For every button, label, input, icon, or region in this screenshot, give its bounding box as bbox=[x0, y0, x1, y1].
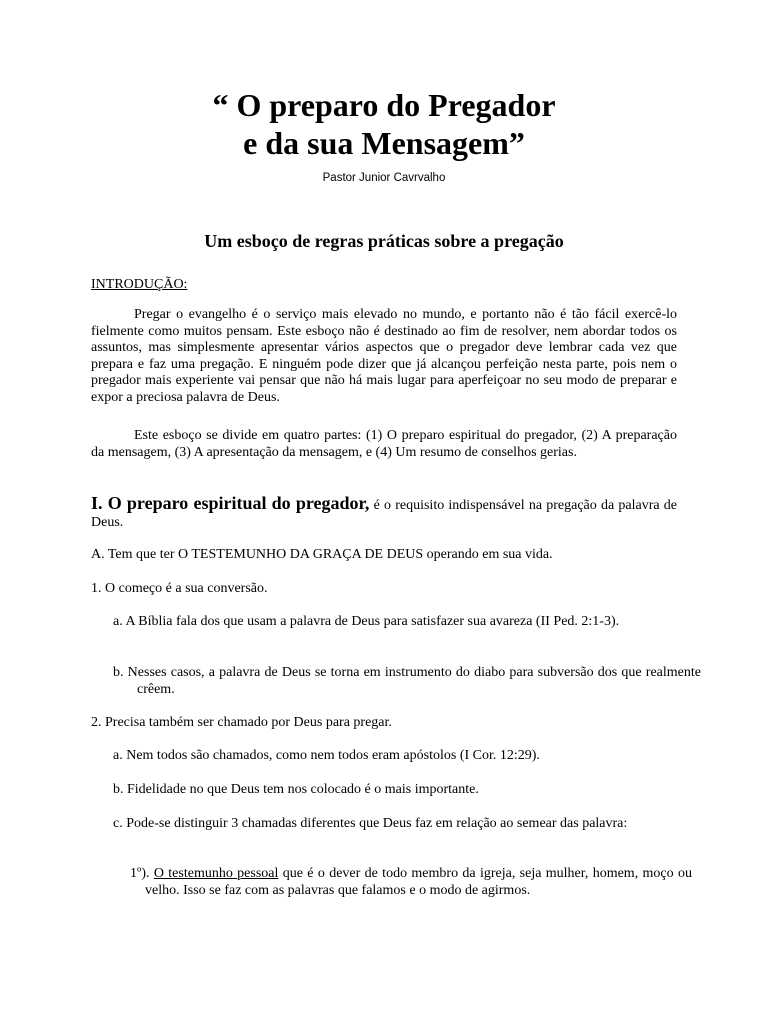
sub-item-term: O testemunho pessoal bbox=[153, 866, 279, 881]
author-name: Pastor Junior Cavrvalho bbox=[322, 172, 446, 184]
section-1-intro-text: é o requisito indispensável na pregação da palavra de Deus. bbox=[91, 498, 677, 530]
list-item-1a: a. A Bíblia fala dos que usam a palavra de Deus para satisfazer sua avareza (II Ped. 2:1-3). bbox=[113, 614, 620, 629]
list-item-2b: b. Fidelidade no que Deus tem nos colocado é o mais importante. bbox=[113, 782, 479, 797]
section-1-point-a: A. Tem que ter O TESTEMUNHO DA GRAÇA DE DEUS operando em sua vida. bbox=[91, 547, 553, 562]
sub-item-text: que é o dever de todo membro da igreja, seja mulher, homem, moço ou velho. Isso se faz com as palavras que falamos e o modo de agirmos. bbox=[145, 866, 692, 898]
list-item-2a: a. Nem todos são chamados, como nem todos eram apóstolos (I Cor. 12:29). bbox=[113, 748, 540, 763]
list-item-2c: c. Pode-se distinguir 3 chamadas diferentes que Deus faz em relação ao semear das palavra: bbox=[113, 816, 628, 831]
document-title bbox=[0, 86, 768, 162]
sub-item-number: 1º). bbox=[130, 866, 154, 881]
list-item-1b: b. Nesses casos, a palavra de Deus se torna em instrumento do diabo para subversão dos que realmente crêem. bbox=[113, 665, 701, 697]
intro-heading: INTRODUÇÃO: bbox=[91, 277, 188, 292]
list-item-2: 2. Precisa também ser chamado por Deus para pregar. bbox=[91, 715, 392, 730]
list-item-2c-1 bbox=[130, 866, 692, 899]
list-item-1: 1. O começo é a sua conversão. bbox=[91, 581, 268, 596]
title-line-2: e da sua Mensagem” bbox=[243, 125, 525, 161]
intro-paragraph-1: Pregar o evangelho é o serviço mais elevado no mundo, e portanto não é tão fácil exercê-lo fielmente como muitos pensam. Este esboço não é destinado ao fim de resolver, nem abordar todos os assuntos, mas simplesmente apresentar vários aspectos que o pregador deve lembrar cada vez que prepara e faz uma pregação. E ninguém pode dizer que já alcançou perfeição nesta parte, pois nem o pregador mais experiente vai pensar que não há mais lugar para aperfeiçoar no seu modo de preparar e expor a preciosa palavra de Deus. bbox=[91, 307, 677, 405]
document-subtitle: Um esboço de regras práticas sobre a pregação bbox=[204, 231, 564, 251]
intro-paragraph-2: Este esboço se divide em quatro partes: (1) O preparo espiritual do pregador, (2) A preparação da mensagem, (3) A apresentação da mensagem, e (4) Um resumo de conselhos gerias. bbox=[91, 428, 677, 460]
title-line-1: “ O preparo do Pregador bbox=[212, 87, 556, 123]
section-1-intro bbox=[91, 495, 677, 531]
section-1-heading: I. O preparo espiritual do pregador, bbox=[91, 493, 370, 513]
